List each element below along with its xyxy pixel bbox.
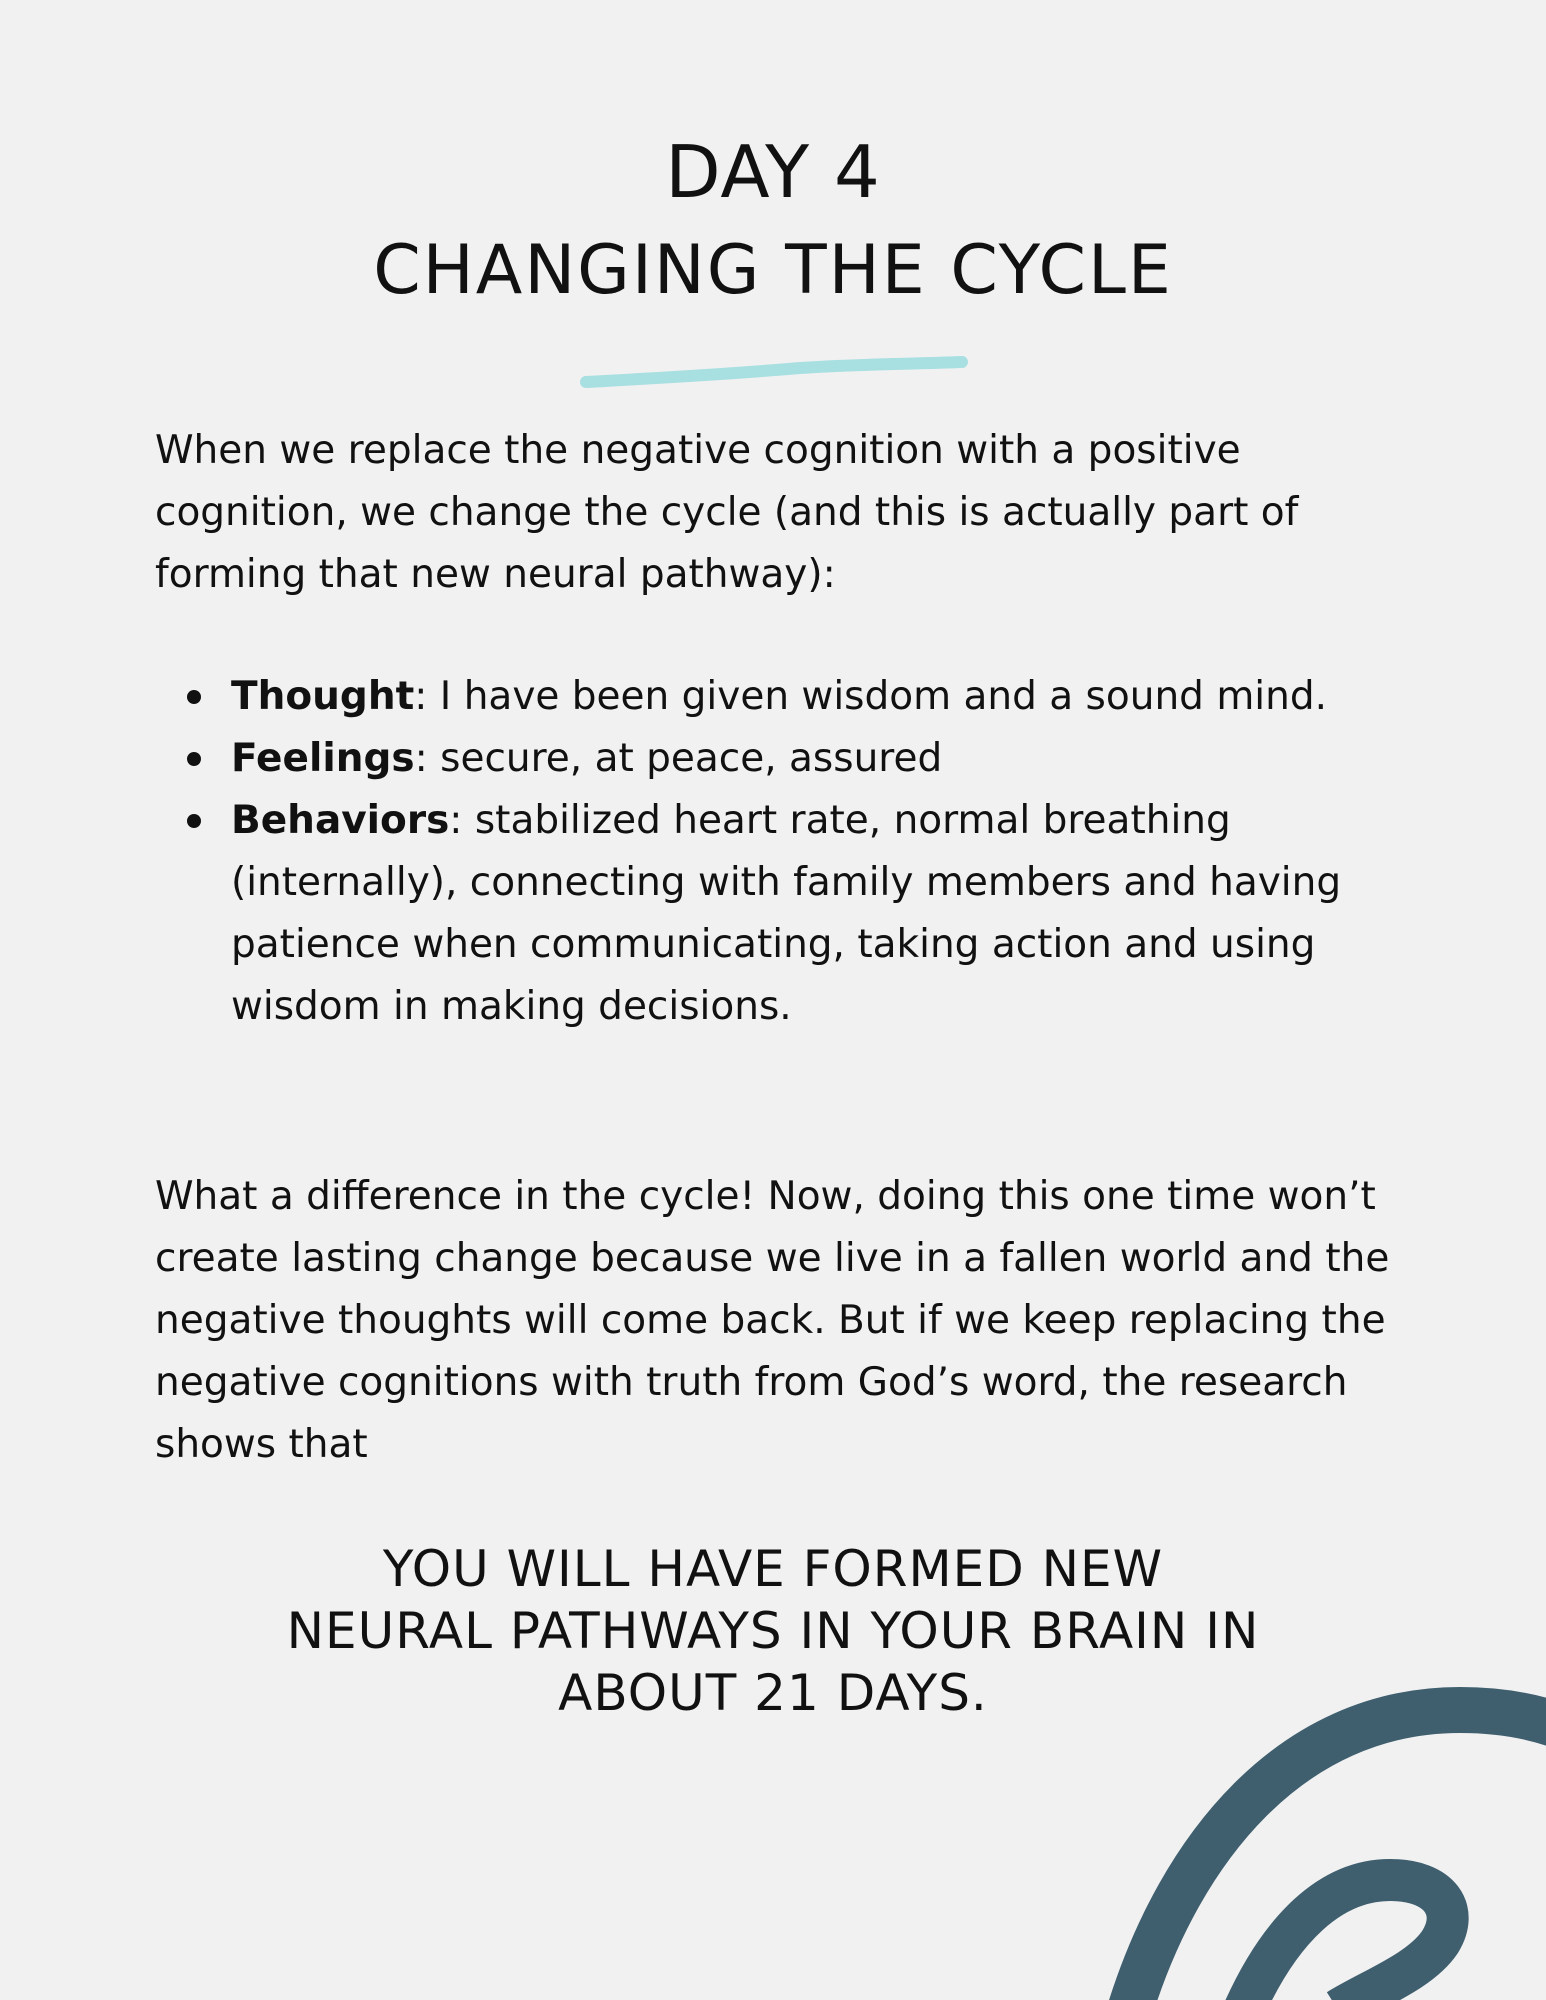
thought-text: : I have been given wisdom and a sound mind.: [414, 674, 1328, 719]
brush-stroke-underline: [580, 352, 970, 392]
list-item-behaviors: [231, 790, 1431, 1038]
term-behaviors: Behaviors: [231, 798, 450, 843]
cycle-list: [175, 666, 1431, 1038]
callout-line-3: ABOUT 21 DAYS.: [558, 1664, 988, 1722]
bullet-dot-icon: [187, 690, 201, 704]
feelings-text: : secure, at peace, assured: [414, 736, 943, 781]
list-item-thought: [231, 666, 1431, 728]
callout-line-2: NEURAL PATHWAYS IN YOUR BRAIN IN: [286, 1602, 1260, 1660]
behaviors-text: : stabilized heart rate, normal breathing (internally), connecting with family members and having patience when communicating, taking action and using wisdom in making decisions.: [231, 798, 1342, 1029]
page-title-topic: CHANGING THE CYCLE: [373, 231, 1173, 310]
term-feelings: Feelings: [231, 736, 415, 781]
term-thought: Thought: [231, 674, 415, 719]
callout-line-1: YOU WILL HAVE FORMED NEW: [382, 1540, 1164, 1598]
decorative-arc-graphic: [1100, 1680, 1546, 2000]
outro-text: What a difference in the cycle! Now, doing this one time won’t create lasting change because we live in a fallen world and the negative thoughts will come back. But if we keep replacing the negative cognitions with truth from God’s word, the research shows that: [155, 1174, 1390, 1467]
intro-paragraph: [155, 420, 1395, 606]
bullet-dot-icon: [187, 752, 201, 766]
intro-text: When we replace the negative cognition with a positive cognition, we change the cycle (and this is actually part of forming that new neural pathway):: [155, 428, 1299, 597]
bullet-dot-icon: [187, 814, 201, 828]
list-item-feelings: [231, 728, 1431, 790]
page-title-day: DAY 4: [665, 130, 881, 214]
outro-paragraph: [155, 1166, 1395, 1476]
